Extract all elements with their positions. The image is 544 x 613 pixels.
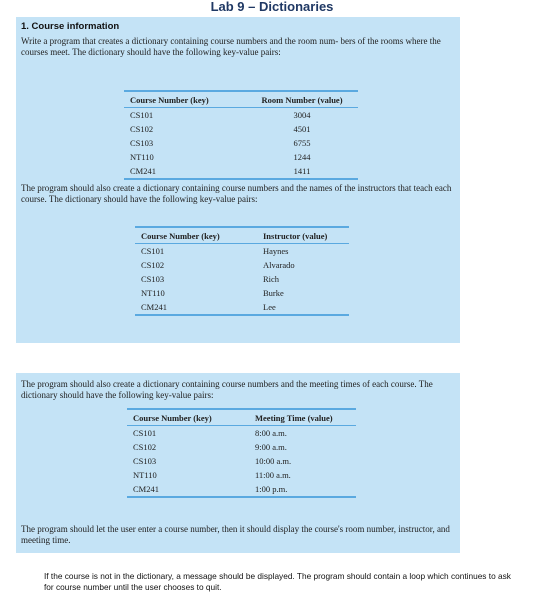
course-cell: CS102 — [141, 260, 165, 270]
instructor-cell: Rich — [263, 274, 280, 284]
meeting-times-panel — [16, 373, 460, 553]
table-header-row — [124, 91, 358, 108]
time-cell: 9:00 a.m. — [255, 442, 287, 452]
course-cell: CS102 — [133, 442, 157, 452]
course-cell: NT110 — [130, 152, 154, 162]
course-info-panel — [16, 17, 460, 343]
column-header: Course Number (key) — [127, 409, 249, 426]
table-row — [124, 122, 358, 136]
table-row — [135, 272, 349, 286]
times-table — [127, 408, 356, 498]
course-cell: NT110 — [141, 288, 165, 298]
section-heading: 1. Course information — [21, 21, 120, 32]
table-row — [127, 468, 356, 482]
times-intro-text: The program should also create a dictionary containing course numbers and the meeting times of each course. The dictionary should have the following key-value pairs: — [21, 379, 433, 400]
instructor-cell: Alvarado — [263, 260, 295, 270]
rooms-table — [124, 90, 358, 180]
course-cell: CS101 — [141, 246, 165, 256]
course-cell: CM241 — [135, 300, 257, 315]
table-row — [127, 482, 356, 497]
course-cell: CS102 — [130, 124, 154, 134]
table-header-row — [127, 409, 356, 426]
table-row — [127, 454, 356, 468]
table-row — [127, 440, 356, 454]
instructors-intro-text: The program should also create a dictionary containing course numbers and the names of the instructors that teach each course. The dictionary should have the following key-value pairs: — [21, 183, 452, 204]
room-cell: 3004 — [293, 110, 311, 120]
course-cell: CS103 — [141, 274, 165, 284]
column-header: Course Number (key) — [124, 91, 246, 108]
room-cell: 4501 — [293, 124, 311, 134]
column-header: Course Number (key) — [135, 227, 257, 244]
room-cell: 1244 — [293, 152, 311, 162]
table-row — [135, 300, 349, 315]
footer-note: If the course is not in the dictionary, a message should be displayed. The program should contain a loop which continues to ask for course number until the user chooses to quit. — [44, 571, 511, 592]
table-row — [124, 150, 358, 164]
table-row — [124, 108, 358, 123]
instructor-cell: Haynes — [263, 246, 289, 256]
course-cell: CM241 — [127, 482, 249, 497]
column-header: Room Number (value) — [246, 91, 358, 108]
time-cell: 10:00 a.m. — [255, 456, 292, 466]
instructor-cell: Lee — [257, 300, 349, 315]
closing-text: The program should let the user enter a course number, then it should display the course's room number, instructor, and meeting time. — [21, 524, 450, 545]
table-row — [127, 426, 356, 441]
course-cell: CM241 — [124, 164, 246, 179]
course-cell: CS101 — [133, 428, 157, 438]
room-cell: 1411 — [246, 164, 358, 179]
course-cell: CS103 — [130, 138, 154, 148]
time-cell: 8:00 a.m. — [255, 428, 287, 438]
table-row — [135, 286, 349, 300]
column-header: Meeting Time (value) — [249, 409, 356, 426]
table-row — [124, 164, 358, 179]
table-header-row — [135, 227, 349, 244]
instructors-table — [135, 226, 349, 316]
room-cell: 6755 — [293, 138, 311, 148]
table-row — [124, 136, 358, 150]
course-cell: NT110 — [133, 470, 157, 480]
course-cell: CS103 — [133, 456, 157, 466]
page-title: Lab 9 – Dictionaries — [210, 0, 334, 14]
course-cell: CS101 — [130, 110, 154, 120]
instructor-cell: Burke — [263, 288, 284, 298]
table-row — [135, 244, 349, 259]
table-row — [135, 258, 349, 272]
column-header: Instructor (value) — [257, 227, 349, 244]
time-cell: 1:00 p.m. — [249, 482, 356, 497]
time-cell: 11:00 a.m. — [255, 470, 291, 480]
rooms-intro-text: Write a program that creates a dictionary containing course numbers and the room num- bers of the rooms where the courses meet. The dictionary should have the following key-value pairs: — [21, 36, 441, 57]
